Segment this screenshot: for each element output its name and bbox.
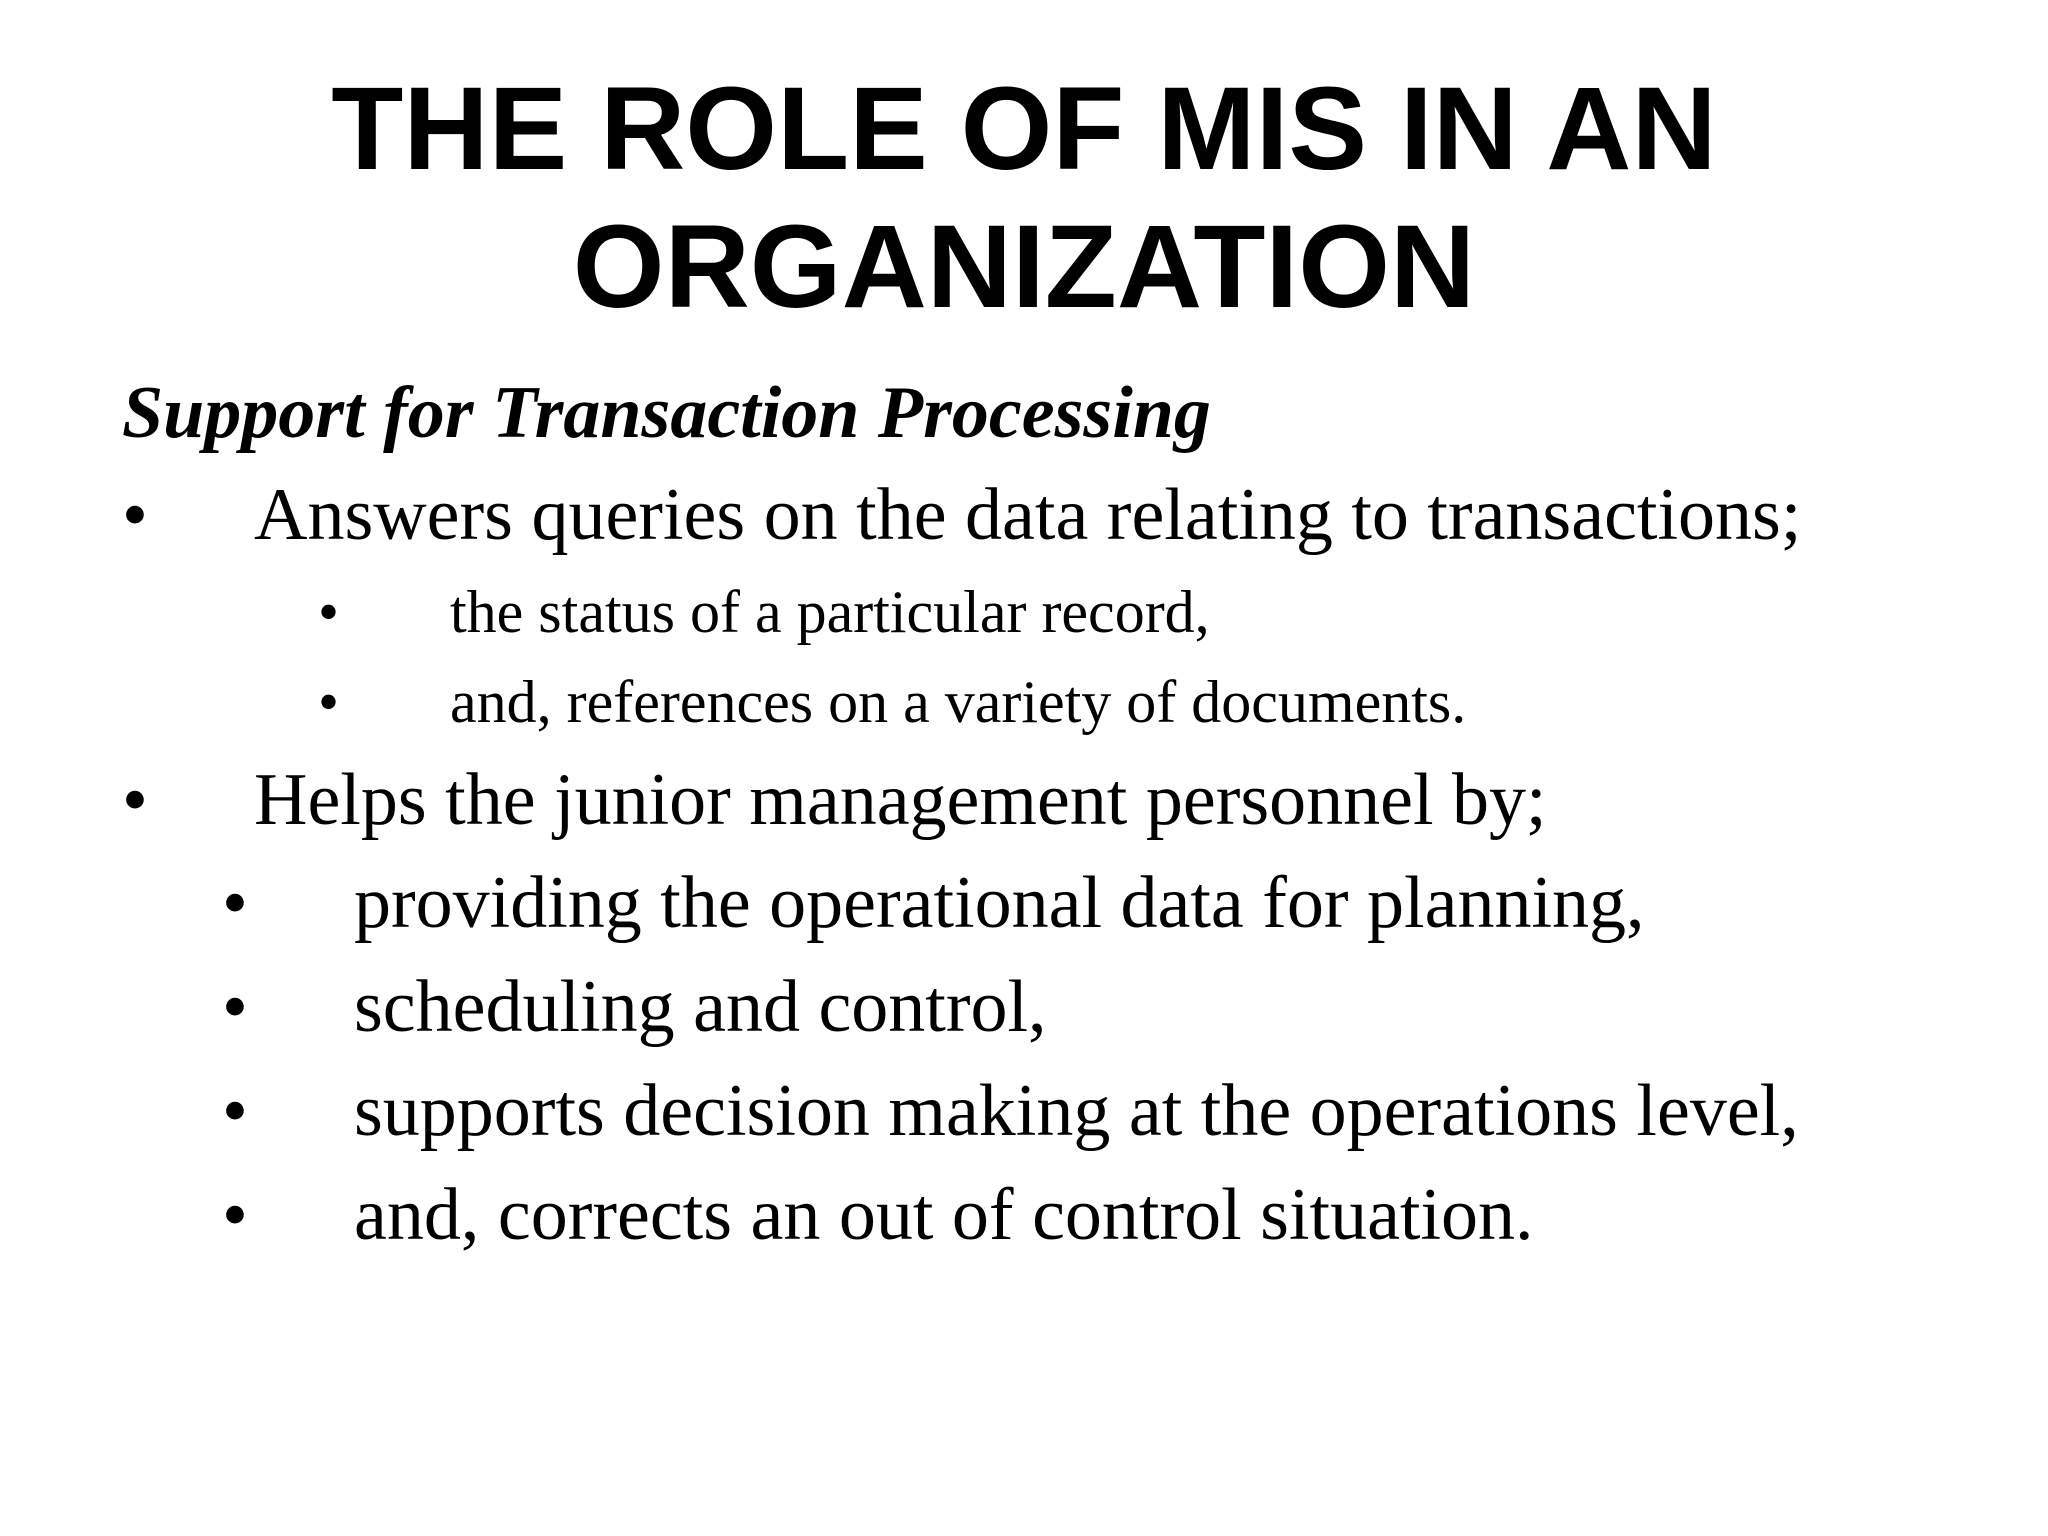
sub-bullet-item (222, 962, 2022, 1052)
sub-bullet-text: and, references on a variety of documents. (450, 669, 1467, 735)
bullet-dot: • (222, 966, 248, 1048)
slide-title-line-2: ORGANIZATION (572, 201, 1476, 333)
sub-bullet-text: supports decision making at the operations level, (354, 1070, 1799, 1152)
bullet-text: Answers queries on the data relating to transactions; (254, 474, 1802, 556)
bullet-dot: • (222, 862, 248, 944)
bullet-item (122, 755, 2022, 845)
sub-bullet-text: providing the operational data for planning, (354, 862, 1645, 944)
bullet-dot: • (318, 669, 340, 735)
bullet-dot: • (318, 579, 340, 645)
sub-bullet-text: scheduling and control, (354, 966, 1047, 1048)
bullet-dot: • (122, 474, 148, 556)
bullet-dot: • (122, 759, 148, 841)
sub-bullet-item (318, 665, 2018, 739)
bullet-dot: • (222, 1174, 248, 1256)
sub-bullet-item (222, 1066, 2022, 1156)
slide-title-line-1: THE ROLE OF MIS IN AN (331, 63, 1717, 195)
bullet-item (122, 470, 2022, 560)
sub-bullet-item (222, 1170, 2022, 1260)
section-subtitle: Support for Transaction Processing (122, 372, 1211, 454)
slide-title (0, 60, 2048, 336)
sub-bullet-text: and, corrects an out of control situation. (354, 1174, 1534, 1256)
sub-bullet-text: the status of a particular record, (450, 579, 1210, 645)
bullet-text: Helps the junior management personnel by; (254, 759, 1547, 841)
sub-bullet-item (318, 575, 2018, 649)
sub-bullet-item (222, 858, 2022, 948)
bullet-dot: • (222, 1070, 248, 1152)
